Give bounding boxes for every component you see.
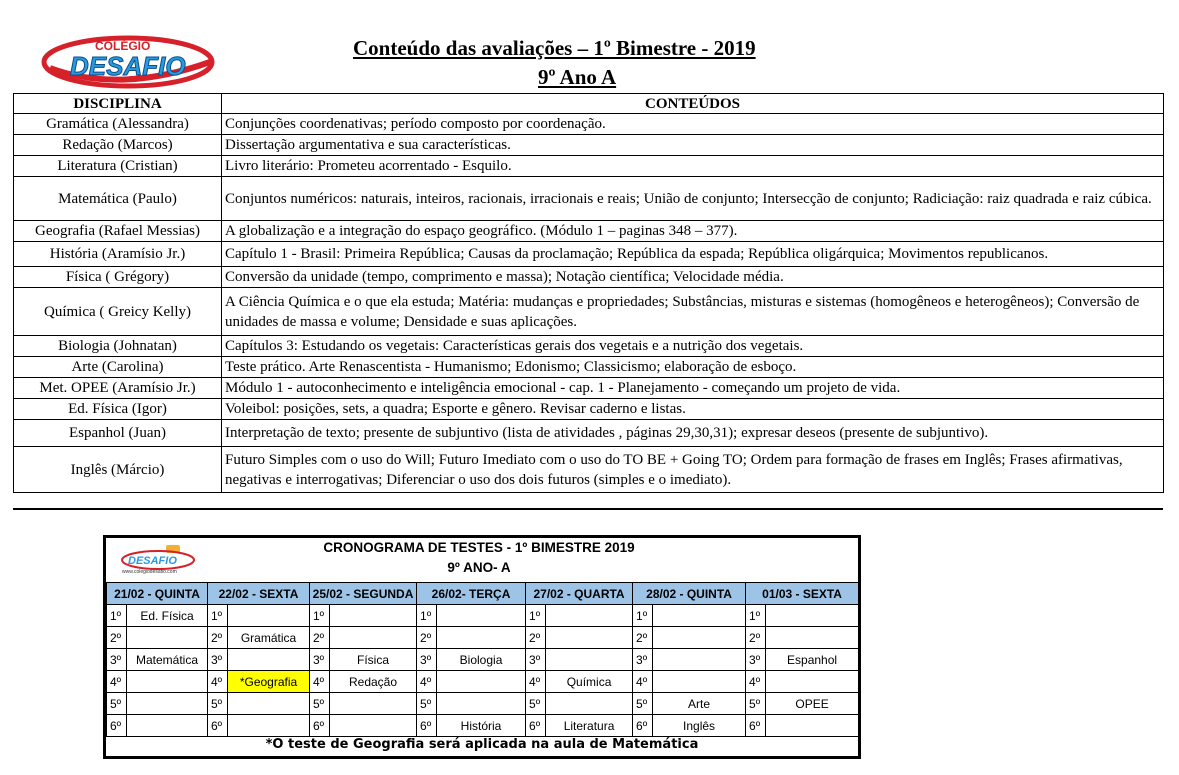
disciplina-cell: Gramática (Alessandra) (14, 114, 222, 135)
schedule-grid (106, 582, 859, 737)
day-header: 27/02 - QUARTA (526, 583, 633, 605)
schedule-cell (127, 627, 208, 649)
schedule-cell (228, 715, 310, 737)
period-number: 3º (526, 649, 546, 671)
schedule-cell: Literatura (546, 715, 633, 737)
schedule-cell: Gramática (228, 627, 310, 649)
colegio-desafio-logo (40, 32, 215, 90)
schedule-cell (127, 715, 208, 737)
schedule-cell (228, 693, 310, 715)
conteudo-cell: A globalização e a integração do espaço geográfico. (Módulo 1 – paginas 348 – 377). (222, 221, 1164, 242)
day-header: 21/02 - QUINTA (107, 583, 208, 605)
schedule-cell: *Geografia (228, 671, 310, 693)
disciplina-cell: Arte (Carolina) (14, 357, 222, 378)
conteudo-cell: Módulo 1 - autoconhecimento e inteligência emocional - cap. 1 - Planejamento - começando um projeto de vida. (222, 378, 1164, 399)
schedule-cell (653, 649, 746, 671)
schedule-row (107, 649, 859, 671)
schedule-cell (546, 649, 633, 671)
day-header: 25/02 - SEGUNDA (310, 583, 417, 605)
table-row (14, 242, 1164, 267)
period-number: 2º (107, 627, 127, 649)
table-bottom-rule (13, 508, 1163, 510)
schedule-cell (330, 627, 417, 649)
schedule-row (107, 693, 859, 715)
disciplina-cell: Química ( Greicy Kelly) (14, 288, 222, 336)
day-header: 01/03 - SEXTA (746, 583, 859, 605)
disciplina-cell: Geografia (Rafael Messias) (14, 221, 222, 242)
schedule-cell (437, 671, 526, 693)
table-row (14, 267, 1164, 288)
schedule-cell (546, 693, 633, 715)
period-number: 5º (310, 693, 330, 715)
schedule-cell: Matemática (127, 649, 208, 671)
schedule-cell (766, 627, 859, 649)
disciplina-cell: Biologia (Johnatan) (14, 336, 222, 357)
table-row (14, 114, 1164, 135)
schedule-cell: Ed. Física (127, 605, 208, 627)
conteudo-cell: Livro literário: Prometeu acorrentado - Esquilo. (222, 156, 1164, 177)
table-row (14, 288, 1164, 336)
conteudo-cell: Conversão da unidade (tempo, comprimento e massa); Notação científica; Velocidade média. (222, 267, 1164, 288)
conteudo-cell: Capítulos 3: Estudando os vegetais: Características gerais dos vegetais e a nutrição dos vegetais. (222, 336, 1164, 357)
schedule-cell (546, 627, 633, 649)
table-row (14, 378, 1164, 399)
table-row (14, 156, 1164, 177)
schedule-cell: Química (546, 671, 633, 693)
period-number: 4º (107, 671, 127, 693)
page-subtitle: 9º Ano A (538, 65, 617, 89)
schedule-cell (653, 605, 746, 627)
period-number: 1º (633, 605, 653, 627)
schedule-cell: Biologia (437, 649, 526, 671)
schedule-row (107, 627, 859, 649)
table-row (14, 447, 1164, 493)
schedule-header-row (107, 583, 859, 605)
period-number: 5º (526, 693, 546, 715)
schedule-cell (437, 693, 526, 715)
test-schedule (103, 535, 861, 759)
conteudo-cell: Capítulo 1 - Brasil: Primeira República; Causas da proclamação; República da espada; República oligárquica; Movimentos republicanos. (222, 242, 1164, 267)
schedule-cell (653, 671, 746, 693)
contents-table (13, 93, 1164, 493)
period-number: 2º (310, 627, 330, 649)
table-header-row (14, 94, 1164, 114)
schedule-cell (437, 627, 526, 649)
table-row (14, 177, 1164, 221)
schedule-cell (127, 671, 208, 693)
conteudo-cell: A Ciência Química e o que ela estuda; Matéria: mudanças e propriedades; Substâncias, misturas e sistemas (homogêneos e heterogêneos); Conversão de unidades de massa e volume; Densidade e suas aplicações. (222, 288, 1164, 336)
period-number: 1º (417, 605, 437, 627)
schedule-cell (330, 715, 417, 737)
schedule-cell (228, 605, 310, 627)
period-number: 1º (526, 605, 546, 627)
schedule-cell (546, 605, 633, 627)
period-number: 3º (633, 649, 653, 671)
period-number: 4º (310, 671, 330, 693)
schedule-cell (766, 605, 859, 627)
period-number: 2º (417, 627, 437, 649)
svg-text:www.colegiodesafio.com: www.colegiodesafio.com (122, 569, 177, 574)
period-number: 4º (417, 671, 437, 693)
disciplina-cell: Literatura (Cristian) (14, 156, 222, 177)
schedule-cell: Física (330, 649, 417, 671)
period-number: 3º (417, 649, 437, 671)
schedule-cell (766, 671, 859, 693)
period-number: 6º (310, 715, 330, 737)
period-number: 5º (633, 693, 653, 715)
header-disciplina: DISCIPLINA (14, 94, 222, 114)
day-header: 22/02 - SEXTA (208, 583, 310, 605)
period-number: 1º (208, 605, 228, 627)
schedule-title: CRONOGRAMA DE TESTES - 1º BIMESTRE 2019 (323, 540, 635, 555)
disciplina-cell: Ed. Física (Igor) (14, 399, 222, 420)
conteudo-cell: Conjunções coordenativas; período composto por coordenação. (222, 114, 1164, 135)
period-number: 2º (746, 627, 766, 649)
page-title: Conteúdo das avaliações – 1º Bimestre - 2019 (353, 36, 756, 60)
conteudo-cell: Voleibol: posições, sets, a quadra; Esporte e gênero. Revisar caderno e listas. (222, 399, 1164, 420)
schedule-row (107, 715, 859, 737)
schedule-row (107, 671, 859, 693)
period-number: 4º (633, 671, 653, 693)
period-number: 1º (107, 605, 127, 627)
conteudo-cell: Interpretação de texto; presente de subjuntivo (lista de atividades , páginas 29,30,31); expresar deseos (presente de subjuntivo). (222, 420, 1164, 447)
period-number: 5º (107, 693, 127, 715)
disciplina-cell: Matemática (Paulo) (14, 177, 222, 221)
conteudo-cell: Futuro Simples com o uso do Will; Futuro Imediato com o uso do TO BE + Going TO; Ordem para formação de frases em Inglês; Frases afirmativas, negativas e interrogativas; Diferenciar o uso dos dois futuros (simples e o imediato). (222, 447, 1164, 493)
period-number: 1º (746, 605, 766, 627)
period-number: 6º (107, 715, 127, 737)
conteudo-cell: Teste prático. Arte Renascentista - Humanismo; Edonismo; Classicismo; elaboração de esboço. (222, 357, 1164, 378)
header-conteudos: CONTEÚDOS (222, 94, 1164, 114)
period-number: 1º (310, 605, 330, 627)
period-number: 3º (310, 649, 330, 671)
disciplina-cell: Inglês (Márcio) (14, 447, 222, 493)
schedule-footnote: *O teste de Geografia será aplicada na aula de Matemática (265, 737, 699, 752)
schedule-cell: Arte (653, 693, 746, 715)
period-number: 6º (746, 715, 766, 737)
period-number: 3º (208, 649, 228, 671)
period-number: 4º (526, 671, 546, 693)
disciplina-cell: Redação (Marcos) (14, 135, 222, 156)
svg-text:DESAFIO: DESAFIO (70, 51, 186, 81)
schedule-cell (228, 649, 310, 671)
period-number: 6º (208, 715, 228, 737)
period-number: 5º (208, 693, 228, 715)
schedule-cell: OPEE (766, 693, 859, 715)
schedule-cell (766, 715, 859, 737)
period-number: 5º (417, 693, 437, 715)
period-number: 2º (208, 627, 228, 649)
schedule-subtitle: 9º ANO- A (447, 560, 511, 575)
schedule-cell (330, 693, 417, 715)
svg-text:COLÉGIO: COLÉGIO (95, 39, 151, 53)
schedule-cell (330, 605, 417, 627)
schedule-cell (127, 693, 208, 715)
table-row (14, 357, 1164, 378)
table-row (14, 399, 1164, 420)
period-number: 6º (417, 715, 437, 737)
day-header: 26/02- TERÇA (417, 583, 526, 605)
schedule-cell: Redação (330, 671, 417, 693)
table-row (14, 135, 1164, 156)
period-number: 5º (746, 693, 766, 715)
period-number: 4º (746, 671, 766, 693)
disciplina-cell: História (Aramísio Jr.) (14, 242, 222, 267)
period-number: 2º (633, 627, 653, 649)
period-number: 6º (633, 715, 653, 737)
schedule-cell (437, 605, 526, 627)
day-header: 28/02 - QUINTA (633, 583, 746, 605)
disciplina-cell: Física ( Grégory) (14, 267, 222, 288)
disciplina-cell: Espanhol (Juan) (14, 420, 222, 447)
conteudo-cell: Dissertação argumentativa e sua características. (222, 135, 1164, 156)
schedule-row (107, 605, 859, 627)
table-row (14, 221, 1164, 242)
period-number: 2º (526, 627, 546, 649)
disciplina-cell: Met. OPEE (Aramísio Jr.) (14, 378, 222, 399)
table-row (14, 420, 1164, 447)
period-number: 6º (526, 715, 546, 737)
period-number: 4º (208, 671, 228, 693)
conteudo-cell: Conjuntos numéricos: naturais, inteiros, racionais, irracionais e reais; União de conjunto; Intersecção de conjunto; Radiciação: raiz quadrada e raiz cúbica. (222, 177, 1164, 221)
period-number: 3º (746, 649, 766, 671)
schedule-cell: Inglês (653, 715, 746, 737)
schedule-cell: História (437, 715, 526, 737)
schedule-cell: Espanhol (766, 649, 859, 671)
schedule-cell (653, 627, 746, 649)
period-number: 3º (107, 649, 127, 671)
svg-text:DESAFIO: DESAFIO (128, 555, 177, 567)
table-row (14, 336, 1164, 357)
